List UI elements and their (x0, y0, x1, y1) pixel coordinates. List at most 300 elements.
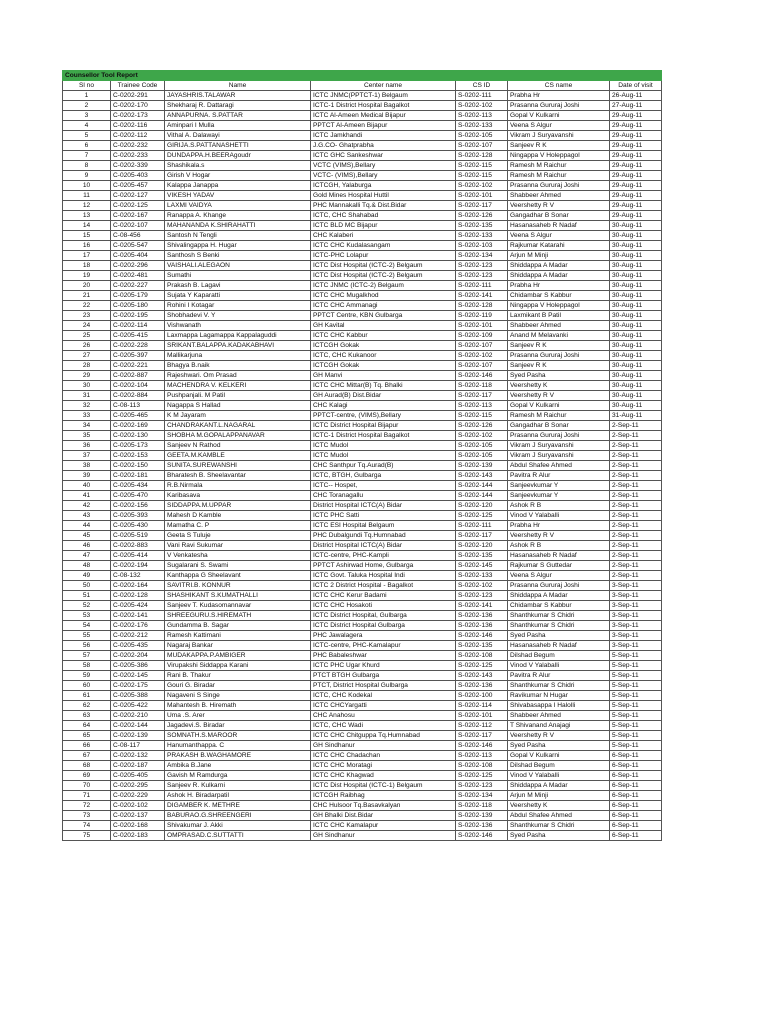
date-of-visit-cell: 30-Aug-11 (610, 221, 662, 231)
table-row (63, 151, 662, 161)
trainee-code-cell: C-0202-125 (111, 201, 165, 211)
date-of-visit-cell: 30-Aug-11 (610, 281, 662, 291)
cs-name-cell: Gangadhar B Sonar (508, 211, 610, 221)
name-cell: Ranappa A. Khange (165, 211, 311, 221)
cs-name-cell: Gopal V Kulkarni (508, 751, 610, 761)
table-row (63, 201, 662, 211)
cs-id-cell: S-0202-136 (456, 821, 508, 831)
date-of-visit-cell: 2-Sep-11 (610, 511, 662, 521)
name-cell: Mahesh D Kamble (165, 511, 311, 521)
sl-no-cell: 20 (63, 281, 111, 291)
cs-name-cell: Shanthkumar S Chidri (508, 821, 610, 831)
table-row (63, 801, 662, 811)
trainee-code-cell: C-0202-144 (111, 721, 165, 731)
center-name-cell: PTCT BTGH Gulbarga (311, 671, 456, 681)
cs-name-cell: Hasanasaheb R Nadaf (508, 221, 610, 231)
name-cell: Vishwanath (165, 321, 311, 331)
cs-id-cell: S-0202-141 (456, 601, 508, 611)
table-row (63, 291, 662, 301)
trainee-code-cell: C-0202-212 (111, 631, 165, 641)
name-cell: BABURAO.G.SHREENGERI (165, 811, 311, 821)
name-cell: Sugalarani S. Swami (165, 561, 311, 571)
name-cell: Nagaraj Bankar (165, 641, 311, 651)
center-name-cell: ICTC Dist Hospital (ICTC-2) Belgaum (311, 271, 456, 281)
name-cell: SRIKANT.BALAPPA.KADAKABHAVI (165, 341, 311, 351)
table-row (63, 741, 662, 751)
trainee-code-cell: C-08-113 (111, 401, 165, 411)
sl-no-cell: 33 (63, 411, 111, 421)
cs-name-cell: Prasanna Gururaj Joshi (508, 581, 610, 591)
center-name-cell: PPTCT Centre, KBN Gulbarga (311, 311, 456, 321)
cs-id-cell: S-0202-133 (456, 121, 508, 131)
name-cell: MAHANANDA K.SHIRAHATTI (165, 221, 311, 231)
name-cell: Girish V Hogar (165, 171, 311, 181)
center-name-cell: GH Bhalki Dist.Bidar (311, 811, 456, 821)
sl-no-cell: 39 (63, 471, 111, 481)
name-cell: PRAKASH B.WAGHAMORE (165, 751, 311, 761)
sl-no-cell: 5 (63, 131, 111, 141)
name-cell: Nagaveni S Singe (165, 691, 311, 701)
date-of-visit-cell: 29-Aug-11 (610, 201, 662, 211)
trainee-code-cell: C-0202-481 (111, 271, 165, 281)
date-of-visit-cell: 30-Aug-11 (610, 261, 662, 271)
column-header: Trainee Code (111, 81, 165, 91)
table-row (63, 581, 662, 591)
center-name-cell: ICTC CHCYargatti (311, 701, 456, 711)
date-of-visit-cell: 6-Sep-11 (610, 821, 662, 831)
cs-id-cell: S-0202-113 (456, 111, 508, 121)
table-row (63, 161, 662, 171)
sl-no-cell: 44 (63, 521, 111, 531)
cs-id-cell: S-0202-136 (456, 681, 508, 691)
cs-name-cell: Prasanna Gururaj Joshi (508, 181, 610, 191)
trainee-code-cell: C-0202-210 (111, 711, 165, 721)
cs-id-cell: S-0202-115 (456, 411, 508, 421)
center-name-cell: ICTC, CHC Shahabad (311, 211, 456, 221)
cs-name-cell: Shanthkumar S Chidri (508, 621, 610, 631)
name-cell: Santosh N Tengli (165, 231, 311, 241)
cs-id-cell: S-0202-102 (456, 431, 508, 441)
date-of-visit-cell: 5-Sep-11 (610, 721, 662, 731)
trainee-code-cell: C-0205-434 (111, 481, 165, 491)
cs-name-cell: Sanjeev R K (508, 141, 610, 151)
center-name-cell: PHC Babaleshwar (311, 651, 456, 661)
trainee-code-cell: C-0205-405 (111, 771, 165, 781)
table-row (63, 531, 662, 541)
center-name-cell: ICTC CHC Mittar(B) Tq. Bhalki (311, 381, 456, 391)
sl-no-cell: 74 (63, 821, 111, 831)
center-name-cell: ICTC CHC Moratagi (311, 761, 456, 771)
name-cell: Kalappa Janappa (165, 181, 311, 191)
center-name-cell: ICTC CHC Chitguppa Tq.Humnabad (311, 731, 456, 741)
cs-id-cell: S-0202-105 (456, 441, 508, 451)
name-cell: GEETA.M.KAMBLE (165, 451, 311, 461)
date-of-visit-cell: 6-Sep-11 (610, 801, 662, 811)
trainee-code-cell: C-0202-150 (111, 461, 165, 471)
cs-name-cell: Pavitra R Alur (508, 671, 610, 681)
center-name-cell: ICTC CHC Mugalkhod (311, 291, 456, 301)
center-name-cell: GH Kavital (311, 321, 456, 331)
cs-name-cell: Abdul Shafee Ahmed (508, 811, 610, 821)
center-name-cell: ICTC CHC Hosakoti (311, 601, 456, 611)
name-cell: GIRIJA.S.PATTANASHETTI (165, 141, 311, 151)
name-cell: Ashok H. Biradarpatil (165, 791, 311, 801)
table-row (63, 421, 662, 431)
date-of-visit-cell: 29-Aug-11 (610, 181, 662, 191)
trainee-code-cell: C-0202-181 (111, 471, 165, 481)
trainee-code-cell: C-0205-470 (111, 491, 165, 501)
center-name-cell: ICTC District Hospital Gulbarga (311, 621, 456, 631)
name-cell: Shivalingappa H. Hugar (165, 241, 311, 251)
table-row (63, 501, 662, 511)
cs-name-cell: Gopal V Kulkarni (508, 111, 610, 121)
trainee-code-cell: C-0202-183 (111, 831, 165, 841)
cs-id-cell: S-0202-125 (456, 661, 508, 671)
sl-no-cell: 65 (63, 731, 111, 741)
table-row (63, 341, 662, 351)
table-row (63, 811, 662, 821)
date-of-visit-cell: 29-Aug-11 (610, 151, 662, 161)
table-row (63, 821, 662, 831)
table-row (63, 121, 662, 131)
name-cell: LAXMI VAIDYA (165, 201, 311, 211)
cs-name-cell: Arjun M Minji (508, 251, 610, 261)
date-of-visit-cell: 5-Sep-11 (610, 711, 662, 721)
name-cell: Mallikarjuna (165, 351, 311, 361)
table-row (63, 331, 662, 341)
name-cell: SHREEGURU.S.HIREMATH (165, 611, 311, 621)
cs-id-cell: S-0202-123 (456, 591, 508, 601)
date-of-visit-cell: 5-Sep-11 (610, 701, 662, 711)
name-cell: Shivakumar J. Akki (165, 821, 311, 831)
name-cell: Mamatha C. P (165, 521, 311, 531)
date-of-visit-cell: 30-Aug-11 (610, 391, 662, 401)
cs-name-cell: Sanjeevkumar Y (508, 481, 610, 491)
sl-no-cell: 41 (63, 491, 111, 501)
center-name-cell: Gold Mines Hospital Huttil (311, 191, 456, 201)
name-cell: OMPRASAD.C.SUTTATTI (165, 831, 311, 841)
name-cell: Ramesh Kattimani (165, 631, 311, 641)
center-name-cell: ICTC JNMC (ICTC-2) Belgaum (311, 281, 456, 291)
trainee-code-cell: C-0202-104 (111, 381, 165, 391)
table-row (63, 361, 662, 371)
cs-id-cell: S-0202-134 (456, 251, 508, 261)
name-cell: ANNAPURNA. S.PATTAR (165, 111, 311, 121)
date-of-visit-cell: 2-Sep-11 (610, 501, 662, 511)
center-name-cell: GH Sindhanur (311, 831, 456, 841)
sl-no-cell: 48 (63, 561, 111, 571)
table-row (63, 461, 662, 471)
report-title: Counsellor Tool Report (63, 71, 662, 81)
sl-no-cell: 42 (63, 501, 111, 511)
center-name-cell: VCTC- (VIMS),Bellary (311, 171, 456, 181)
table-row (63, 311, 662, 321)
trainee-code-cell: C-0205-397 (111, 351, 165, 361)
column-header: CS ID (456, 81, 508, 91)
date-of-visit-cell: 30-Aug-11 (610, 381, 662, 391)
cs-name-cell: Veershetty K (508, 381, 610, 391)
cs-name-cell: Veena S Algur (508, 121, 610, 131)
table-row (63, 631, 662, 641)
sl-no-cell: 53 (63, 611, 111, 621)
table-row (63, 241, 662, 251)
cs-id-cell: S-0202-103 (456, 241, 508, 251)
date-of-visit-cell: 5-Sep-11 (610, 661, 662, 671)
date-of-visit-cell: 2-Sep-11 (610, 551, 662, 561)
cs-name-cell: Shabbeer Ahmed (508, 711, 610, 721)
name-cell: K M Jayaram (165, 411, 311, 421)
cs-name-cell: Hasanasaheb R Nadaf (508, 641, 610, 651)
cs-id-cell: S-0202-119 (456, 311, 508, 321)
sl-no-cell: 8 (63, 161, 111, 171)
date-of-visit-cell: 30-Aug-11 (610, 241, 662, 251)
trainee-code-cell: C-0202-168 (111, 821, 165, 831)
table-row (63, 551, 662, 561)
cs-id-cell: S-0202-108 (456, 651, 508, 661)
cs-name-cell: Rajkumar S Guttedar (508, 561, 610, 571)
sl-no-cell: 37 (63, 451, 111, 461)
date-of-visit-cell: 6-Sep-11 (610, 811, 662, 821)
trainee-code-cell: C-0202-204 (111, 651, 165, 661)
cs-name-cell: Syed Pasha (508, 371, 610, 381)
sl-no-cell: 3 (63, 111, 111, 121)
report-sheet (62, 70, 662, 841)
trainee-code-cell: C-0202-102 (111, 801, 165, 811)
date-of-visit-cell: 29-Aug-11 (610, 171, 662, 181)
cs-name-cell: Chidambar S Kabbur (508, 601, 610, 611)
center-name-cell: GH Manvi (311, 371, 456, 381)
center-name-cell: ICTC PHC Ugar Khurd (311, 661, 456, 671)
table-row (63, 231, 662, 241)
sl-no-cell: 4 (63, 121, 111, 131)
cs-id-cell: S-0202-133 (456, 231, 508, 241)
cs-id-cell: S-0202-126 (456, 211, 508, 221)
name-cell: SHOBHA M.GOPALAPPANAVAR (165, 431, 311, 441)
cs-id-cell: S-0202-120 (456, 541, 508, 551)
sl-no-cell: 61 (63, 691, 111, 701)
trainee-code-cell: C-0202-164 (111, 581, 165, 591)
sl-no-cell: 24 (63, 321, 111, 331)
date-of-visit-cell: 30-Aug-11 (610, 361, 662, 371)
table-row (63, 371, 662, 381)
name-cell: VAISHALI.ALEGAON (165, 261, 311, 271)
cs-id-cell: S-0202-125 (456, 771, 508, 781)
sl-no-cell: 7 (63, 151, 111, 161)
column-header: Sl no (63, 81, 111, 91)
cs-id-cell: S-0202-117 (456, 531, 508, 541)
cs-name-cell: Shiddappa A Madar (508, 271, 610, 281)
date-of-visit-cell: 30-Aug-11 (610, 351, 662, 361)
sl-no-cell: 17 (63, 251, 111, 261)
cs-name-cell: Anand M Melavanki (508, 331, 610, 341)
cs-name-cell: Ramesh M Raichur (508, 411, 610, 421)
cs-id-cell: S-0202-109 (456, 331, 508, 341)
center-name-cell: ICTC CHC Kamalapur (311, 821, 456, 831)
table-row (63, 721, 662, 731)
sl-no-cell: 11 (63, 191, 111, 201)
cs-name-cell: Shanthkumar S Chidri (508, 681, 610, 691)
trainee-code-cell: C-0202-187 (111, 761, 165, 771)
date-of-visit-cell: 30-Aug-11 (610, 301, 662, 311)
cs-name-cell: Ashok R B (508, 501, 610, 511)
trainee-code-cell: C-0202-112 (111, 131, 165, 141)
table-row (63, 471, 662, 481)
cs-id-cell: S-0202-139 (456, 461, 508, 471)
trainee-code-cell: C-0202-232 (111, 141, 165, 151)
sl-no-cell: 12 (63, 201, 111, 211)
table-row (63, 91, 662, 101)
trainee-code-cell: C-0202-145 (111, 671, 165, 681)
date-of-visit-cell: 2-Sep-11 (610, 471, 662, 481)
trainee-code-cell: C-0202-173 (111, 111, 165, 121)
date-of-visit-cell: 5-Sep-11 (610, 691, 662, 701)
date-of-visit-cell: 29-Aug-11 (610, 131, 662, 141)
cs-id-cell: S-0202-102 (456, 181, 508, 191)
cs-name-cell: Veershetty R V (508, 531, 610, 541)
cs-id-cell: S-0202-146 (456, 631, 508, 641)
cs-name-cell: Prasanna Gururaj Joshi (508, 431, 610, 441)
cs-id-cell: S-0202-117 (456, 201, 508, 211)
cs-id-cell: S-0202-123 (456, 271, 508, 281)
date-of-visit-cell: 2-Sep-11 (610, 481, 662, 491)
table-row (63, 621, 662, 631)
center-name-cell: ICTC Govt. Taluka Hospital Indi (311, 571, 456, 581)
cs-name-cell: Rajkumar Katarahi (508, 241, 610, 251)
cs-id-cell: S-0202-117 (456, 731, 508, 741)
sl-no-cell: 71 (63, 791, 111, 801)
cs-id-cell: S-0202-145 (456, 561, 508, 571)
center-name-cell: ICTC Mudol (311, 441, 456, 451)
name-cell: Sujata Y Kaparatti (165, 291, 311, 301)
center-name-cell: ICTC GHC Sankeshwar (311, 151, 456, 161)
center-name-cell: ICTCGH Raibhag (311, 791, 456, 801)
name-cell: Rajeshwari. Om Prasad (165, 371, 311, 381)
date-of-visit-cell: 6-Sep-11 (610, 771, 662, 781)
table-row (63, 611, 662, 621)
cs-name-cell: Syed Pasha (508, 831, 610, 841)
trainee-code-cell: C-0202-170 (111, 101, 165, 111)
date-of-visit-cell: 2-Sep-11 (610, 541, 662, 551)
date-of-visit-cell: 3-Sep-11 (610, 611, 662, 621)
center-name-cell: ICTC Al-Ameen Medical Bijapur (311, 111, 456, 121)
sl-no-cell: 36 (63, 441, 111, 451)
date-of-visit-cell: 30-Aug-11 (610, 231, 662, 241)
trainee-code-cell: C-0202-167 (111, 211, 165, 221)
center-name-cell: ICTC CHC Khagwad (311, 771, 456, 781)
sl-no-cell: 10 (63, 181, 111, 191)
table-row (63, 111, 662, 121)
table-row (63, 101, 662, 111)
table-row (63, 781, 662, 791)
cs-id-cell: S-0202-134 (456, 791, 508, 801)
cs-name-cell: Shabbeer Ahmed (508, 191, 610, 201)
cs-id-cell: S-0202-123 (456, 781, 508, 791)
date-of-visit-cell: 2-Sep-11 (610, 491, 662, 501)
cs-name-cell: Vikram J Suryavanshi (508, 451, 610, 461)
cs-id-cell: S-0202-101 (456, 191, 508, 201)
cs-id-cell: S-0202-115 (456, 161, 508, 171)
trainee-code-cell: C-0202-228 (111, 341, 165, 351)
table-row (63, 671, 662, 681)
table-row (63, 691, 662, 701)
cs-id-cell: S-0202-136 (456, 621, 508, 631)
center-name-cell: GH Aurad(B) Dist.Bidar (311, 391, 456, 401)
center-name-cell: PHC Dubalgundi Tq.Humnabad (311, 531, 456, 541)
name-cell: Geeta S Tuluje (165, 531, 311, 541)
sl-no-cell: 67 (63, 751, 111, 761)
sl-no-cell: 66 (63, 741, 111, 751)
table-row (63, 661, 662, 671)
table-row (63, 401, 662, 411)
table-row (63, 641, 662, 651)
cs-name-cell: Ningappa V Holeppagol (508, 151, 610, 161)
trainee-code-cell: C-08-117 (111, 741, 165, 751)
date-of-visit-cell: 29-Aug-11 (610, 141, 662, 151)
trainee-code-cell: C-0202-153 (111, 451, 165, 461)
cs-name-cell: Ramesh M Raichur (508, 161, 610, 171)
table-row (63, 511, 662, 521)
trainee-code-cell: C-0202-127 (111, 191, 165, 201)
sl-no-cell: 35 (63, 431, 111, 441)
cs-name-cell: Veershetty R V (508, 201, 610, 211)
name-cell: Sanjeev T. Kudasomannavar (165, 601, 311, 611)
date-of-visit-cell: 31-Aug-11 (610, 411, 662, 421)
sl-no-cell: 59 (63, 671, 111, 681)
center-name-cell: PPTCT Ashirwad Home, Gulbarga (311, 561, 456, 571)
trainee-code-cell: C-0202-175 (111, 681, 165, 691)
trainee-code-cell: C-0205-435 (111, 641, 165, 651)
table-row (63, 541, 662, 551)
cs-id-cell: S-0202-128 (456, 151, 508, 161)
trainee-code-cell: C-0202-130 (111, 431, 165, 441)
cs-name-cell: Vinod V Yalaballi (508, 771, 610, 781)
sl-no-cell: 16 (63, 241, 111, 251)
cs-name-cell: Syed Pasha (508, 631, 610, 641)
table-row (63, 761, 662, 771)
name-cell: Kanthappa G Sheelavant (165, 571, 311, 581)
center-name-cell: J.G.CO- Ghatprabha (311, 141, 456, 151)
name-cell: SAVITRI.B. KONNUR (165, 581, 311, 591)
sl-no-cell: 55 (63, 631, 111, 641)
cs-id-cell: S-0202-107 (456, 141, 508, 151)
cs-name-cell: Vinod V Yalaballi (508, 661, 610, 671)
sl-no-cell: 57 (63, 651, 111, 661)
cs-id-cell: S-0202-135 (456, 641, 508, 651)
trainee-code-cell: C-0205-180 (111, 301, 165, 311)
name-cell: Prakash B. Lagavi (165, 281, 311, 291)
sl-no-cell: 40 (63, 481, 111, 491)
name-cell: Rohini I Kotagar (165, 301, 311, 311)
center-name-cell: CHC Anahosu (311, 711, 456, 721)
cs-name-cell: T Shivanand Anajagi (508, 721, 610, 731)
date-of-visit-cell: 2-Sep-11 (610, 561, 662, 571)
name-cell: Virupakshi Siddappa Karani (165, 661, 311, 671)
sl-no-cell: 15 (63, 231, 111, 241)
name-cell: VIKESH YADAV (165, 191, 311, 201)
name-cell: Pushpanjali. M Patil (165, 391, 311, 401)
sl-no-cell: 63 (63, 711, 111, 721)
center-name-cell: ICTC Jamkhandi (311, 131, 456, 141)
trainee-code-cell: C-0202-132 (111, 751, 165, 761)
date-of-visit-cell: 2-Sep-11 (610, 531, 662, 541)
table-row (63, 191, 662, 201)
center-name-cell: ICTC-centre, PHC-Kamalapur (311, 641, 456, 651)
trainee-code-cell: C-0202-887 (111, 371, 165, 381)
name-cell: DUNDAPPA.H.BEERAgoudr (165, 151, 311, 161)
center-name-cell: ICTC JNMC(PPTCT-1) Belgaum (311, 91, 456, 101)
table-row (63, 651, 662, 661)
center-name-cell: CHC Kalaberi (311, 231, 456, 241)
